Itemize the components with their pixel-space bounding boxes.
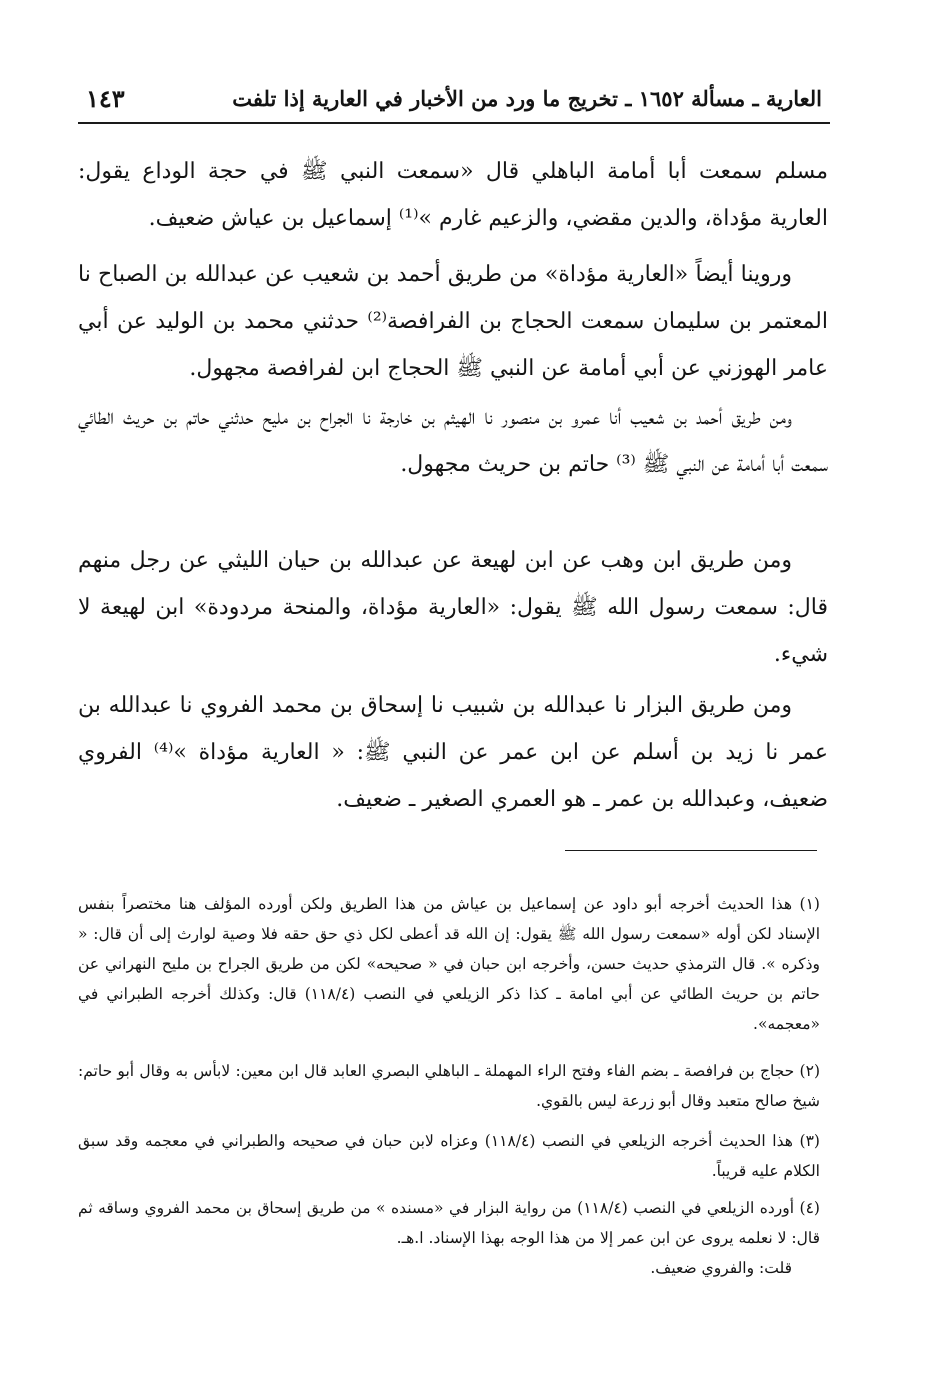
footnote-note: قلت: والفروي ضعيف. [650,1259,792,1277]
footnote-1 [78,889,820,1039]
paragraph-3: ومن طريق أحمد بن شعيب أنا عمرو بن منصور نا الهيثم بن خارجة نا الجراح بن مليح حدثني حاتم بن حريث الطائي سمعت أبا أمامة عن النبي ﷺ ⁽³⁾ حاتم بن حريث مجهول. [78,405,828,477]
paragraph-1: مسلم سمعت أبا أمامة الباهلي قال «سمعت النبي ﷺ في حجة الوداع يقول: العارية مؤداة، والدين مقضي، والزعيم غارم »⁽¹⁾ إسماعيل بن عياش ضعيف. [78,159,828,231]
footnote-text: حجاج بن فرافصة ـ بضم الفاء وفتح الراء المهملة ـ الباهلي البصري العابد قال ابن معين: لابأس به وقال أبو حاتم: شيخ صالح متعبد وقال أبو زرعة ليس بالقوي. [78,1062,820,1110]
page-number: ١٤٣ [86,84,125,113]
footnote-number: (١) [799,895,820,913]
running-title: العارية ـ مسألة ١٦٥٢ ـ تخريج ما ورد من الأخبار في العارية إذا تلفت [232,86,822,111]
footnote-number: (٣) [799,1132,820,1150]
footnote-number: (٤) [799,1199,820,1217]
footnote-text: هذا الحديث أخرجه أبو داود عن إسماعيل بن عياش من هذا الطريق ولكن أورده المؤلف هنا مختصراً بنفس الإسناد لكن أوله «سمعت رسول الله ﷺ يقول: إن الله قد أعطى لكل ذي حق حقه فلا وصية لوارث إلى أن قال: « وذكره ». قال الترمذي حديث حسن، وأخرجه ابن حبان في « صحيحه» لكن من طريق الجراح بن مليح النهراني عن حاتم بن حريث الطائي عن أبي امامة ـ كذا ذكر الزيلعي في النصب (١١٨/٤) قال: وكذلك أخرجه الطبراني في «معجمه». [78,895,820,1033]
footnote-separator [565,850,817,851]
footnote-text: هذا الحديث أخرجه الزيلعي في النصب (١١٨/٤) وعزاه لابن حبان في صحيحه والطبراني في معجمه وقد سبق الكلام عليه قريباً. [78,1132,820,1180]
footnote-4 [78,1193,820,1283]
footnote-number: (٢) [799,1062,820,1080]
footnote-2 [78,1056,820,1116]
running-header [78,82,830,124]
paragraph-4: ومن طريق ابن وهب عن ابن لهيعة عن عبدالله بن حيان الليثي عن رجل منهم قال: سمعت رسول الله ﷺ يقول: «العارية مؤداة، والمنحة مردودة» ابن لهيعة لا شيء. [78,548,828,667]
footnote-3 [78,1126,820,1186]
footnote-text: أورده الزيلعي في النصب (١١٨/٤) من رواية البزار في «مسنده » من طريق إسحاق بن محمد الفروي وساقه ثم قال: لا نعلمه يروى عن ابن عمر إلا من هذا الوجه بهذا الإسناد. ا.هـ. [78,1199,820,1247]
paragraph-5: ومن طريق البزار نا عبدالله بن شبيب نا إسحاق بن محمد الفروي نا عبدالله بن عمر نا زيد بن أسلم عن ابن عمر عن النبي ﷺ: « العارية مؤداة »⁽⁴⁾ الفروي ضعيف، وعبدالله بن عمر ـ هو العمري الصغير ـ ضعيف. [78,693,828,812]
paragraph-2: وروينا أيضاً «العارية مؤداة» من طريق أحمد بن شعيب عن عبدالله بن الصباح نا المعتمر بن سليمان سمعت الحجاج بن الفرافصة⁽²⁾ حدثني محمد بن الوليد عن أبي عامر الهوزني عن أبي أمامة عن النبي ﷺ الحجاج ابن لفرافصة مجهول. [78,262,828,381]
